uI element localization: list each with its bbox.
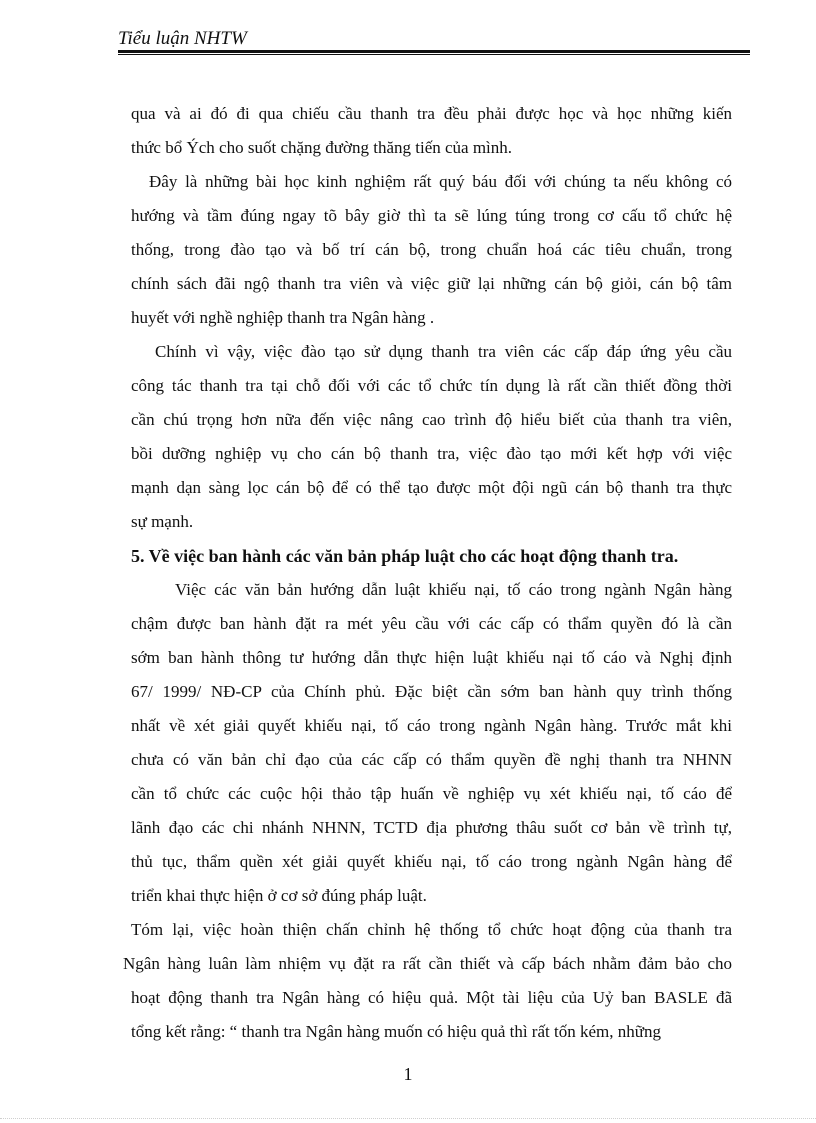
text-line: tổng kết rằng: “ thanh tra Ngân hàng muốn có hiệu quả thì rất tốn kém, những [131, 1022, 661, 1041]
page-header [118, 28, 750, 55]
text-line: nhất về xét giải quyết khiếu nại, tố cáo trong ngành Ngân hàng. Trước mắt khi [131, 716, 732, 735]
text-line: qua và ai đó đi qua chiếu cầu thanh tra đều phải được học và học những kiến [131, 104, 732, 123]
text-line: triển khai thực hiện ở cơ sở đúng pháp luật. [131, 886, 427, 905]
text-line: thức bổ Ých cho suốt chặng đường thăng tiến của mình. [131, 138, 513, 157]
text-line: Việc các văn bản hướng dẫn luật khiếu nại, tố cáo trong ngành Ngân hàng [175, 580, 732, 599]
text-line: Ngân hàng luân làm nhiệm vụ đặt ra rất cần thiết và cấp bách nhằm đảm bảo cho [123, 954, 732, 973]
text-line: Tóm lại, việc hoàn thiện chấn chỉnh hệ thống tổ chức hoạt động của thanh tra [131, 920, 732, 939]
text-line: chậm được ban hành đặt ra mét yêu cầu với các cấp có thẩm quyền đó là cần [131, 614, 732, 633]
header-rule [118, 50, 750, 53]
text-line: Đây là những bài học kinh nghiệm rất quý báu đối với chúng ta nếu không có [149, 172, 732, 191]
text-line: chính sách đãi ngộ thanh tra viên và việc giữ lại những cán bộ giỏi, cán bộ tâm [131, 274, 732, 293]
header-rule-thin [118, 54, 750, 55]
text-line: mạnh dạn sàng lọc cán bộ để có thể tạo được một đội ngũ cán bộ thanh tra thực [131, 478, 732, 497]
text-line: cần chú trọng hơn nữa đến việc nâng cao trình độ hiểu biết của thanh tra viên, [131, 410, 732, 429]
text-line: Chính vì vậy, việc đào tạo sử dụng thanh tra viên các cấp đáp ứng yêu cầu [155, 342, 732, 361]
text-line: bồi dưỡng nghiệp vụ cho cán bộ thanh tra, việc đào tạo mới kết hợp với việc [131, 444, 732, 463]
text-line: sớm ban hành thông tư hướng dẫn thực hiện luật khiếu nại tố cáo và Nghị định [131, 648, 732, 667]
text-line: lãnh đạo các chi nhánh NHNN, TCTD địa phương thâu suốt cơ bản về trình tự, [131, 818, 732, 837]
text-line: hướng và tầm đúng ngay tõ bây giờ thì ta sẽ lúng túng trong cơ cấu tổ chức hệ [131, 206, 732, 225]
document-body [123, 97, 732, 1049]
page-bottom-border [0, 1118, 816, 1119]
text-line: chưa có văn bản chỉ đạo của các cấp có thẩm quyền đề nghị thanh tra NHNN [131, 750, 732, 769]
text-line: cần tổ chức các cuộc hội thảo tập huấn về nghiệp vụ xét khiếu nại, tố cáo để [131, 784, 732, 803]
text-line: sự mạnh. [131, 512, 194, 531]
text-line: thống, trong đào tạo và bố trí cán bộ, trong chuẩn hoá các tiêu chuẩn, trong [131, 240, 732, 259]
text-line: huyết với nghề nghiệp thanh tra Ngân hàng . [131, 308, 435, 327]
section-heading: 5. Về việc ban hành các văn bản pháp luật cho các hoạt động thanh tra. [131, 546, 679, 566]
text-line: hoạt động thanh tra Ngân hàng có hiệu quả. Một tài liệu của Uỷ ban BASLE đã [131, 988, 732, 1007]
page-number: 1 [403, 1064, 413, 1084]
text-line: công tác thanh tra tại chỗ đối với các tổ chức tín dụng là rất cần thiết đồng thời [131, 376, 732, 395]
header-title: Tiểu luận NHTW [118, 28, 247, 49]
text-line: thủ tục, thẩm quền xét giải quyết khiếu nại, tố cáo trong ngành Ngân hàng để [131, 852, 732, 871]
text-line: 67/ 1999/ NĐ-CP của Chính phủ. Đặc biệt cần sớm ban hành quy trình thống [131, 682, 732, 701]
